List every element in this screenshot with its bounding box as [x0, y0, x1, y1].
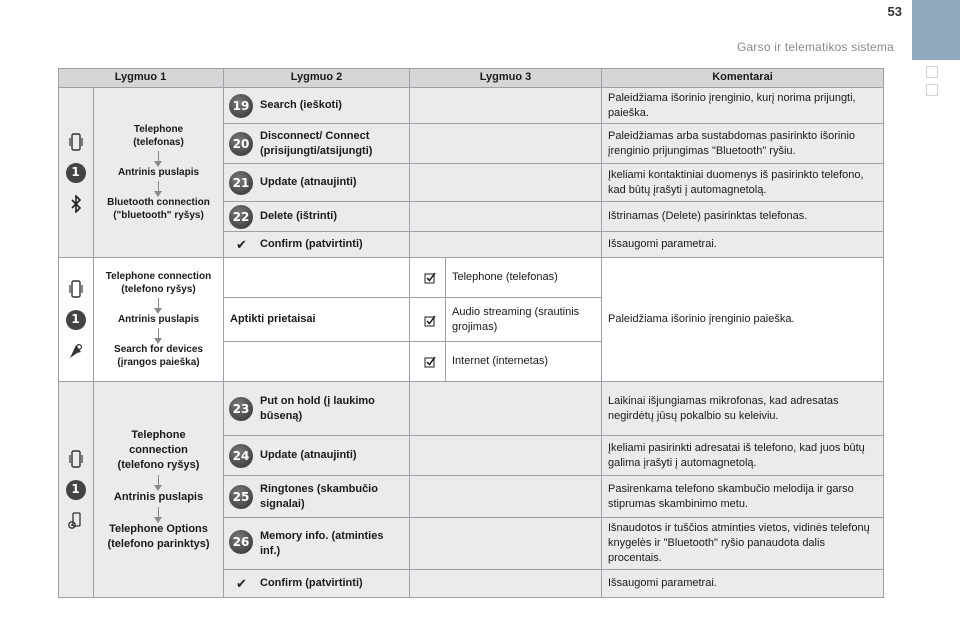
group2-icons	[58, 258, 94, 382]
bluetooth-icon	[66, 194, 86, 214]
header-level-1: Lygmuo 1	[58, 68, 224, 88]
flow-step: Antrinis puslapis	[117, 167, 200, 178]
level2-cell: Delete (ištrinti)	[224, 202, 410, 232]
level2-cell: Search (ieškoti)	[224, 88, 410, 124]
checkmark-icon: ✔	[236, 237, 247, 252]
flow-step: Telephone connection (telefono ryšys)	[105, 271, 212, 295]
flow-step: Bluetooth connection ("bluetooth" ryšys)	[107, 197, 210, 221]
step-badge: 22	[229, 205, 253, 229]
chapter-tab	[912, 0, 960, 60]
level3-cell	[410, 570, 602, 598]
step-badge: 20	[229, 132, 253, 156]
step-badge: 25	[229, 485, 253, 509]
level-badge: 1	[66, 480, 86, 500]
step-badge: 21	[229, 171, 253, 195]
comment-cell: Pasirenkama telefono skambučio melodija ir garso stiprumas skambinimo metu.	[602, 476, 884, 518]
comment-cell: Išsaugomi parametrai.	[602, 232, 884, 258]
comment-cell: Paleidžiama išorinio įrenginio paieška.	[602, 258, 884, 382]
level2-cell: Disconnect/ Connect (prisijungti/atsijungti)	[224, 124, 410, 164]
phone-icon	[66, 132, 86, 152]
flow-step: Telephone (telefonas)	[133, 124, 184, 148]
device-search-icon	[66, 341, 86, 361]
flow-arrow	[158, 151, 159, 162]
level2-cell	[224, 342, 410, 382]
group3-flow	[94, 382, 224, 598]
comment-cell: Išsaugomi parametrai.	[602, 570, 884, 598]
comment-cell: Įkeliami pasirinkti adresatai iš telefono, kad juos būtų galima įrašyti į automagnetolą.	[602, 436, 884, 476]
comment-cell: Įkeliami kontaktiniai duomenys iš pasirinkto telefono, kad būtų įrašyti į automagnetolą.	[602, 164, 884, 202]
flow-step: Telephone connection (telefono ryšys)	[117, 428, 200, 471]
option-label: Internet (internetas)	[446, 342, 602, 382]
step-badge: 26	[229, 530, 253, 554]
flow-step: Antrinis puslapis	[113, 490, 204, 503]
level2-cell: Ringtones (skambučio signalai)	[224, 476, 410, 518]
margin-box	[926, 66, 938, 78]
margin-box	[926, 84, 938, 96]
flow-step: Search for devices (įrangos paieška)	[114, 344, 203, 368]
header-level-3: Lygmuo 3	[410, 68, 602, 88]
level2-cell: Aptikti prietaisai	[224, 298, 410, 342]
level2-cell: Update (atnaujinti)	[224, 164, 410, 202]
option-label: Audio streaming (srautinis grojimas)	[446, 298, 602, 342]
comment-cell: Paleidžiamas arba sustabdomas pasirinkto išorinio įrenginio prijungimas "Bluetooth" ryšiu.	[602, 124, 884, 164]
checkmark-icon: ✔	[236, 576, 247, 591]
step-badge: 23	[229, 397, 253, 421]
level3-cell	[410, 436, 602, 476]
level2-cell: Confirm (patvirtinti)	[224, 232, 410, 258]
menu-table	[58, 68, 884, 598]
section-title: Garso ir telematikos sistema	[737, 40, 894, 54]
option-label: Telephone (telefonas)	[446, 258, 602, 298]
phone-icon	[66, 449, 86, 469]
flow-arrow	[158, 181, 159, 192]
flow-arrow	[158, 475, 159, 486]
page-number: 53	[887, 4, 902, 19]
level2-cell: Update (atnaujinti)	[224, 436, 410, 476]
group1-flow	[94, 88, 224, 258]
level3-cell	[410, 124, 602, 164]
group2-flow	[94, 258, 224, 382]
comment-cell: Ištrinamas (Delete) pasirinktas telefonas.	[602, 202, 884, 232]
checkbox-icon	[424, 355, 436, 373]
level3-cell	[410, 232, 602, 258]
level3-cell	[410, 518, 602, 570]
step-badge: 24	[229, 444, 253, 468]
flow-arrow	[158, 328, 159, 339]
phone-icon	[66, 279, 86, 299]
checkbox-icon	[424, 314, 436, 332]
level2-cell: Confirm (patvirtinti)	[224, 570, 410, 598]
phone-settings-icon	[66, 511, 86, 531]
level3-cell	[410, 476, 602, 518]
level-badge: 1	[66, 310, 86, 330]
level3-cell	[410, 88, 602, 124]
level2-cell	[224, 258, 410, 298]
checkbox-icon	[424, 271, 436, 289]
level3-cell	[410, 382, 602, 436]
level3-cell	[410, 164, 602, 202]
header-comments: Komentarai	[602, 68, 884, 88]
level3-cell	[410, 202, 602, 232]
group3-icons	[58, 382, 94, 598]
level2-cell: Put on hold (į laukimo būseną)	[224, 382, 410, 436]
group1-icons	[58, 88, 94, 258]
level-badge: 1	[66, 163, 86, 183]
flow-arrow	[158, 298, 159, 309]
comment-cell: Laikinai išjungiamas mikrofonas, kad adresatas negirdėtų jūsų pokalbio su keleiviu.	[602, 382, 884, 436]
comment-cell: Paleidžiama išorinio įrenginio, kurį norima prijungti, paieška.	[602, 88, 884, 124]
header-level-2: Lygmuo 2	[224, 68, 410, 88]
flow-step: Telephone Options (telefono parinktys)	[107, 522, 210, 550]
level2-cell: Memory info. (atminties inf.)	[224, 518, 410, 570]
flow-arrow	[158, 507, 159, 518]
comment-cell: Išnaudotos ir tuščios atminties vietos, vidinės telefonų knygelės ir "Bluetooth" ryšio panaudota dalis procentais.	[602, 518, 884, 570]
step-badge: 19	[229, 94, 253, 118]
flow-step: Antrinis puslapis	[117, 314, 200, 325]
